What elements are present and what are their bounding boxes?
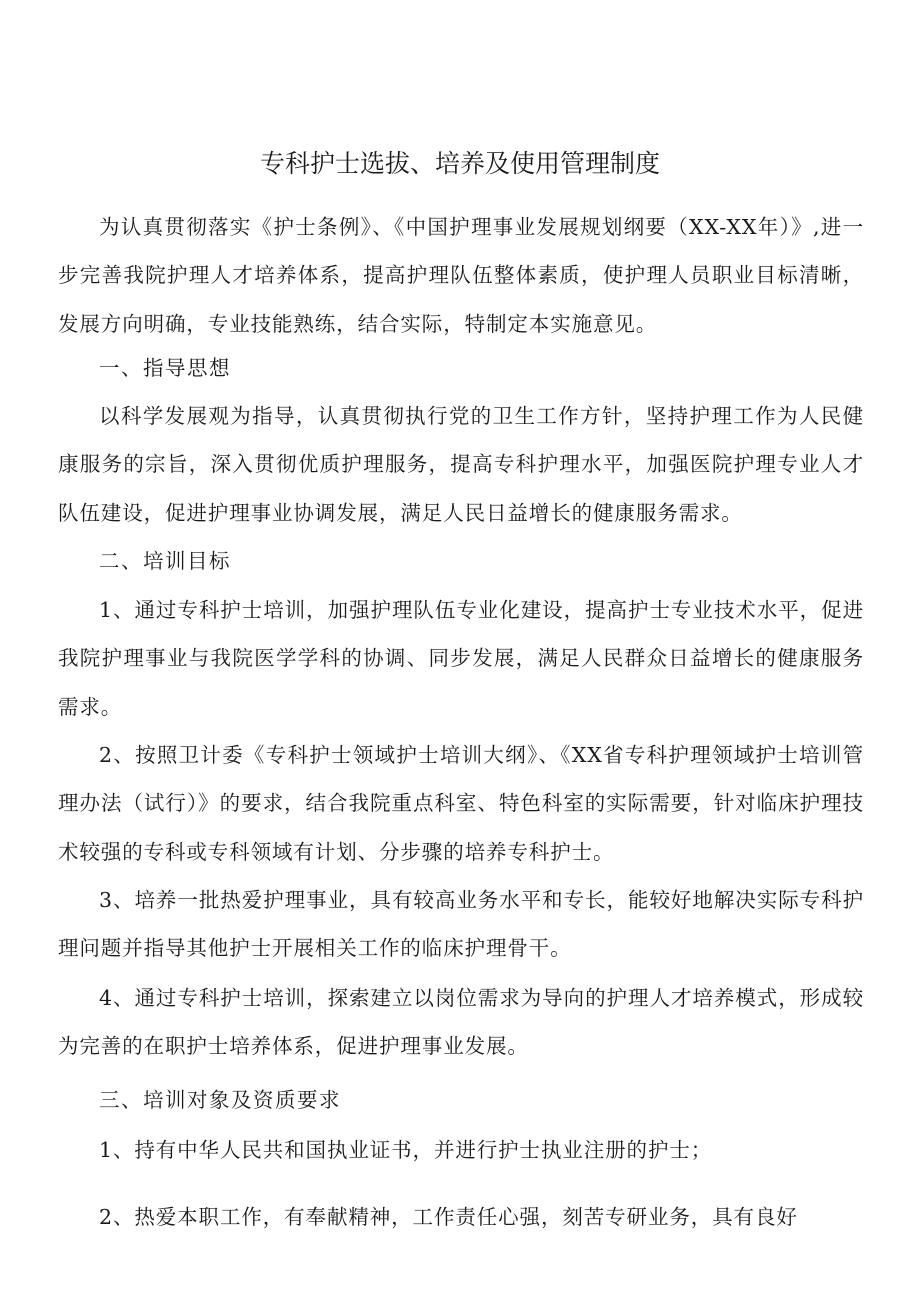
goal-item-2: 2、按照卫计委《专科护士领域护士培训大纲》、《XX省专科护理领域护士培训管理办法（试行）》的要求，结合我院重点科室、特色科室的实际需要，针对临床护理技术较强的专科或专科领域有计划、分步骤的培养专科护士。 (58, 743, 864, 864)
target-item-1: 1、持有中华人民共和国执业证书，并进行护士执业注册的护士； (99, 1138, 713, 1162)
goal-item-1: 1、通过专科护士培训，加强护理队伍专业化建设，提高护士专业技术水平，促进我院护理事业与我院医学学科的协调、同步发展，满足人民群众日益增长的健康服务需求。 (58, 598, 864, 719)
goal-item-4: 4、通过专科护士培训，探索建立以岗位需求为导向的护理人才培养模式，形成较为完善的在职护士培养体系，促进护理事业发展。 (58, 986, 864, 1059)
section-heading-training-goals: 二、培训目标 (99, 549, 231, 573)
target-item-2: 2、热爱本职工作，有奉献精神，工作责任心强，刻苦专研业务，具有良好 (99, 1205, 798, 1229)
document-title: 专科护士选拔、培养及使用管理制度 (259, 149, 660, 178)
intro-paragraph: 为认真贯彻落实《护士条例》、《中国护理事业发展规划纲要（XX-XX年）》,进一步完善我院护理人才培养体系，提高护理队伍整体素质，使护理人员职业目标清晰，发展方向明确，专业技能熟练，结合实际，特制定本实施意见。 (58, 215, 864, 336)
section-paragraph-guiding-ideology: 以科学发展观为指导，认真贯彻执行党的卫生工作方针，坚持护理工作为人民健康服务的宗旨，深入贯彻优质护理服务，提高专科护理水平，加强医院护理专业人才队伍建设，促进护理事业协调发展，满足人民日益增长的健康服务需求。 (58, 404, 864, 525)
section-heading-guiding-ideology: 一、指导思想 (99, 356, 231, 380)
goal-item-3: 3、培养一批热爱护理事业，具有较高业务水平和专长，能较好地解决实际专科护理问题并指导其他护士开展相关工作的临床护理骨干。 (58, 888, 864, 961)
section-heading-training-targets: 三、培训对象及资质要求 (99, 1088, 341, 1112)
